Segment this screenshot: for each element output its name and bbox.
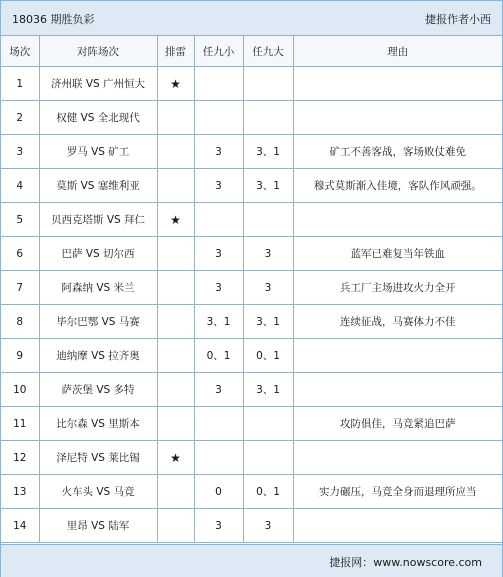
cell-reason [293, 339, 502, 373]
cell-pick-small: 3 [194, 509, 243, 543]
cell-fixture: 里昂 VS 陆军 [39, 509, 157, 543]
cell-pick-big: 3、1 [243, 135, 293, 169]
cell-reason [293, 203, 502, 237]
table-row [1, 101, 502, 135]
cell-pick-small [194, 407, 243, 441]
cell-pick-big: 3 [243, 271, 293, 305]
cell-reason [293, 373, 502, 407]
cell-match-number: 14 [1, 509, 39, 543]
cell-reason: 连续征战，马赛体力不佳 [293, 305, 502, 339]
cell-match-number: 11 [1, 407, 39, 441]
cell-fixture: 阿森纳 VS 米兰 [39, 271, 157, 305]
cell-pick-big [243, 203, 293, 237]
cell-pick-big [243, 67, 293, 101]
match-table [1, 36, 502, 543]
cell-pick-small: 3 [194, 271, 243, 305]
table-row [1, 203, 502, 237]
table-row [1, 67, 502, 101]
cell-reason: 蓝军已难复当年铁血 [293, 237, 502, 271]
cell-pick-small: 3、1 [194, 305, 243, 339]
table-row [1, 407, 502, 441]
cell-risk-star [157, 475, 194, 509]
cell-pick-small [194, 67, 243, 101]
cell-match-number: 10 [1, 373, 39, 407]
cell-risk-star [157, 135, 194, 169]
cell-match-number: 6 [1, 237, 39, 271]
table-row [1, 237, 502, 271]
cell-match-number: 8 [1, 305, 39, 339]
cell-risk-star [157, 305, 194, 339]
cell-fixture: 比尔森 VS 里斯本 [39, 407, 157, 441]
cell-risk-star: ★ [157, 441, 194, 475]
cell-pick-big: 3 [243, 509, 293, 543]
cell-pick-small: 3 [194, 169, 243, 203]
cell-fixture: 迪纳摩 VS 拉齐奥 [39, 339, 157, 373]
column-header-small: 任九小 [194, 36, 243, 67]
match-table-container [1, 36, 502, 543]
table-row [1, 271, 502, 305]
table-row [1, 441, 502, 475]
cell-reason [293, 101, 502, 135]
cell-pick-big: 3、1 [243, 373, 293, 407]
cell-pick-small [194, 101, 243, 135]
cell-fixture: 莫斯 VS 塞维利亚 [39, 169, 157, 203]
footer-bar [1, 544, 502, 577]
cell-match-number: 9 [1, 339, 39, 373]
cell-fixture: 济州联 VS 广州恒大 [39, 67, 157, 101]
cell-pick-big: 3 [243, 237, 293, 271]
cell-match-number: 2 [1, 101, 39, 135]
cell-match-number: 5 [1, 203, 39, 237]
cell-pick-small: 0、1 [194, 339, 243, 373]
cell-pick-small: 3 [194, 237, 243, 271]
cell-risk-star [157, 509, 194, 543]
cell-reason: 攻防俱佳，马竞紧追巴萨 [293, 407, 502, 441]
author-credit: 捷报作者小西 [425, 13, 491, 26]
cell-pick-big: 3、1 [243, 305, 293, 339]
cell-risk-star: ★ [157, 67, 194, 101]
cell-risk-star [157, 339, 194, 373]
cell-pick-small: 3 [194, 135, 243, 169]
table-header-row [1, 36, 502, 67]
table-row [1, 475, 502, 509]
cell-pick-big [243, 441, 293, 475]
title-bar [1, 1, 502, 36]
site-credit: 捷报网：www.nowscore.com [329, 556, 482, 569]
cell-pick-big: 3、1 [243, 169, 293, 203]
table-row [1, 339, 502, 373]
cell-pick-small: 0 [194, 475, 243, 509]
cell-risk-star [157, 101, 194, 135]
cell-pick-small [194, 203, 243, 237]
column-header-mine: 排雷 [157, 36, 194, 67]
cell-reason [293, 67, 502, 101]
cell-fixture: 火车头 VS 马竞 [39, 475, 157, 509]
cell-risk-star [157, 407, 194, 441]
cell-pick-big: 0、1 [243, 339, 293, 373]
cell-risk-star [157, 169, 194, 203]
cell-risk-star [157, 237, 194, 271]
cell-pick-big: 0、1 [243, 475, 293, 509]
cell-pick-small [194, 441, 243, 475]
cell-match-number: 3 [1, 135, 39, 169]
column-header-no: 场次 [1, 36, 39, 67]
cell-fixture: 权健 VS 全北现代 [39, 101, 157, 135]
cell-risk-star: ★ [157, 203, 194, 237]
column-header-match: 对阵场次 [39, 36, 157, 67]
cell-risk-star [157, 373, 194, 407]
cell-pick-small: 3 [194, 373, 243, 407]
cell-match-number: 13 [1, 475, 39, 509]
cell-risk-star [157, 271, 194, 305]
cell-pick-big [243, 407, 293, 441]
cell-match-number: 7 [1, 271, 39, 305]
cell-reason: 矿工不善客战，客场败仗难免 [293, 135, 502, 169]
column-header-reason: 理由 [293, 36, 502, 67]
cell-fixture: 巴萨 VS 切尔西 [39, 237, 157, 271]
cell-fixture: 贝西克塔斯 VS 拜仁 [39, 203, 157, 237]
cell-match-number: 4 [1, 169, 39, 203]
cell-reason: 实力碾压，马竞全身而退理所应当 [293, 475, 502, 509]
column-header-big: 任九大 [243, 36, 293, 67]
cell-match-number: 12 [1, 441, 39, 475]
cell-reason [293, 441, 502, 475]
table-row [1, 305, 502, 339]
cell-fixture: 罗马 VS 矿工 [39, 135, 157, 169]
cell-match-number: 1 [1, 67, 39, 101]
issue-title: 18036 期胜负彩 [12, 13, 95, 26]
table-row [1, 135, 502, 169]
table-body [1, 67, 502, 543]
cell-fixture: 泽尼特 VS 莱比锡 [39, 441, 157, 475]
cell-fixture: 萨茨堡 VS 多特 [39, 373, 157, 407]
table-row [1, 509, 502, 543]
table-row [1, 169, 502, 203]
cell-pick-big [243, 101, 293, 135]
cell-fixture: 毕尔巴鄂 VS 马赛 [39, 305, 157, 339]
cell-reason: 穆式莫斯渐入佳境，客队作风顽强。 [293, 169, 502, 203]
table-row [1, 373, 502, 407]
cell-reason: 兵工厂主场进攻火力全开 [293, 271, 502, 305]
cell-reason [293, 509, 502, 543]
